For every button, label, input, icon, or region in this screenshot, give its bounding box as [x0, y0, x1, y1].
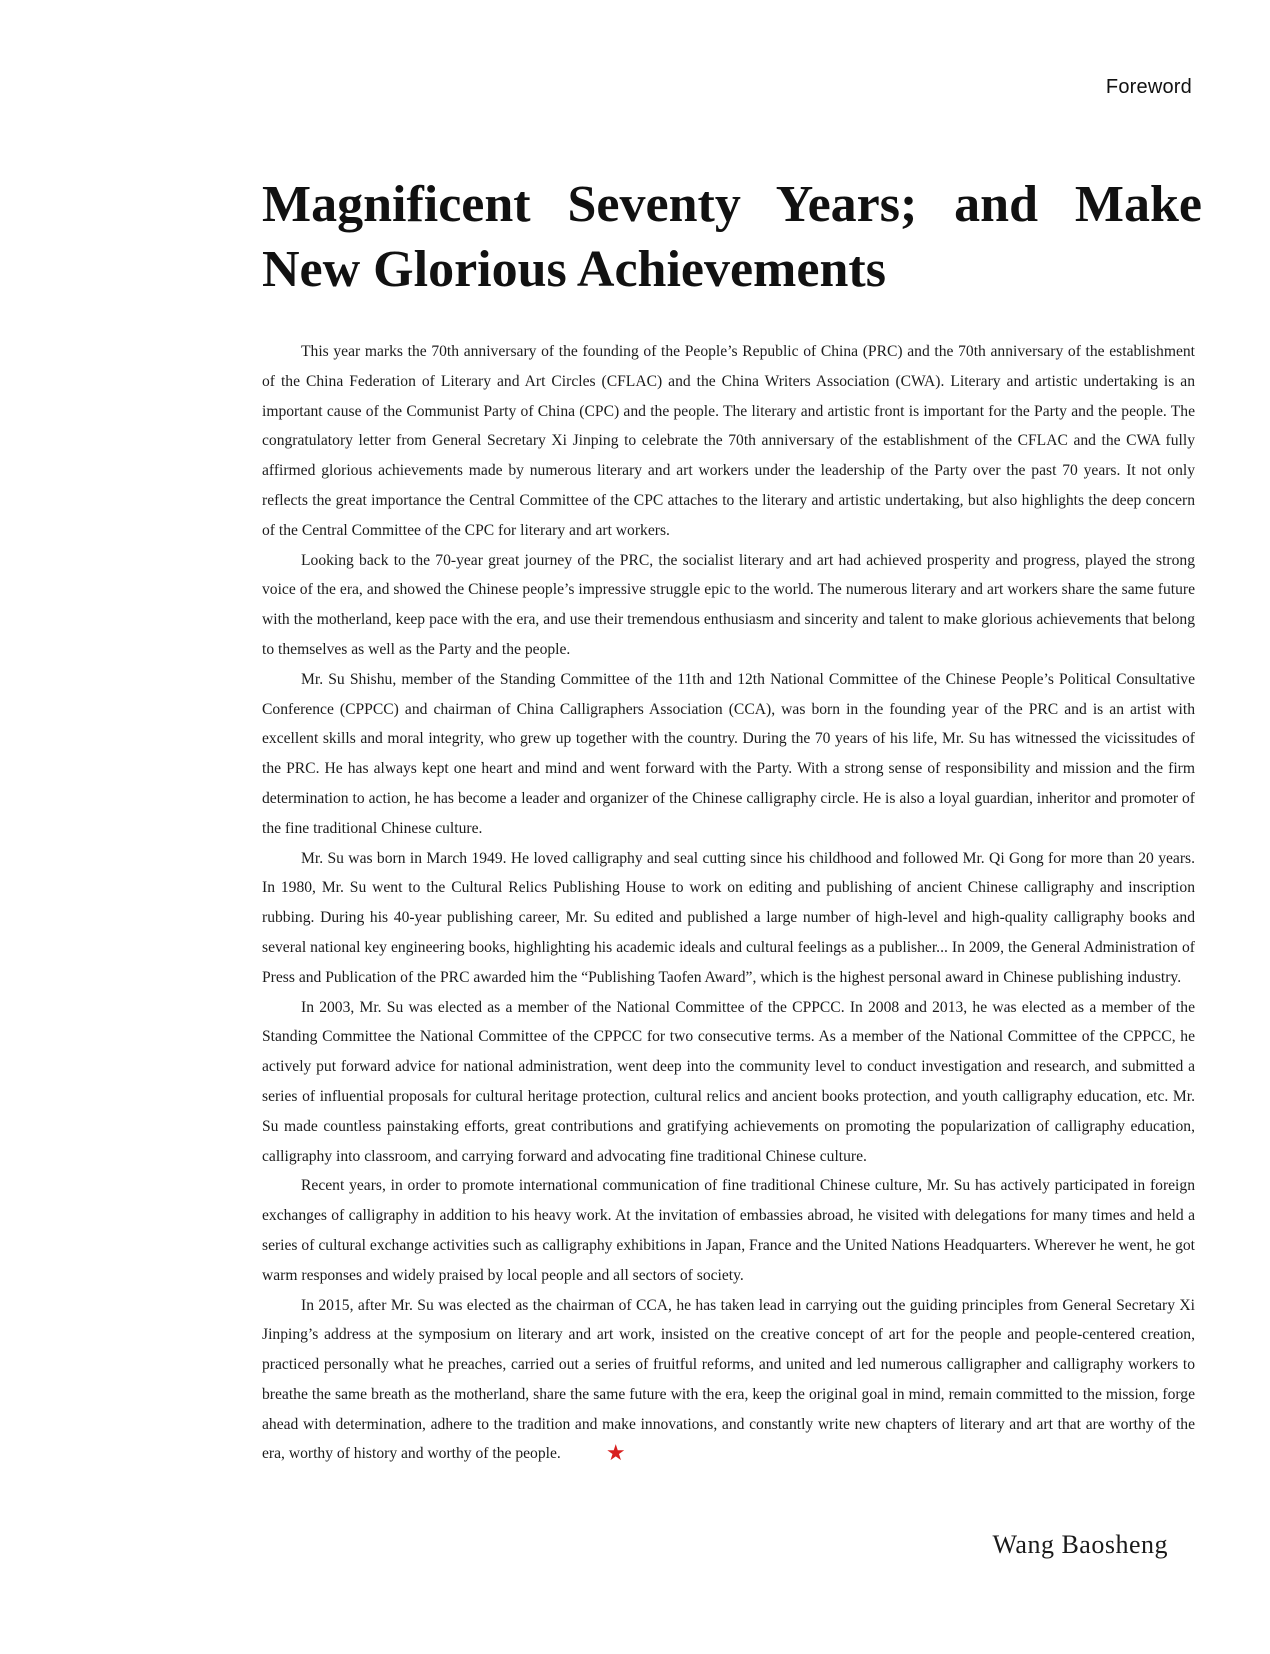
section-label: Foreword — [1105, 76, 1192, 98]
page-title — [262, 172, 1202, 302]
article-body — [262, 337, 1195, 1469]
paragraph-5: In 2003, Mr. Su was elected as a member of the National Committee of the CPPCC. In 2008 and 2013, he was elected as a member of the Standing Committee the National Committee of the CPPCC for two consecutive terms. As a member of the National Committee of the CPPCC, he actively put forward advice for national administration, went deep into the community level to conduct investigation and research, and submitted a series of influential proposals for cultural heritage protection, cultural relics and ancient books protection, and youth calligraphy education, etc. Mr. Su made countless painstaking efforts, great contributions and gratifying achievements on promoting the popularization of calligraphy education, calligraphy into classroom, and carrying forward and advocating fine traditional Chinese culture. — [262, 998, 1195, 1165]
paragraph-1: This year marks the 70th anniversary of the founding of the People’s Republic of China (PRC) and the 70th anniversary of the establishment of the China Federation of Literary and Art Circles (CFLAC) and the China Writers Association (CWA). Literary and artistic undertaking is an important cause of the Communist Party of China (CPC) and the people. The literary and artistic front is important for the Party and the people. The congratulatory letter from General Secretary Xi Jinping to celebrate the 70th anniversary of the establishment of the CFLAC and the CWA fully affirmed glorious achievements made by numerous literary and art workers under the leadership of the Party over the past 70 years. It not only reflects the great importance the Central Committee of the CPC attaches to the literary and artistic undertaking, but also highlights the deep concern of the Central Committee of the CPC for literary and art workers. — [262, 343, 1195, 539]
paragraph-6: Recent years, in order to promote international communication of fine traditional Chinese culture, Mr. Su has actively participated in foreign exchanges of calligraphy in addition to his heavy work. At the invitation of embassies abroad, he visited with delegations for many times and held a series of cultural exchange activities such as calligraphy exhibitions in Japan, France and the United Nations Headquarters. Wherever he went, he got warm responses and widely praised by local people and all sectors of society. — [262, 1177, 1195, 1284]
paragraph-2: Looking back to the 70-year great journey of the PRC, the socialist literary and art had achieved prosperity and progress, played the strong voice of the era, and showed the Chinese people’s impressive struggle epic to the world. The numerous literary and art workers share the same future with the motherland, keep pace with the era, and use their tremendous enthusiasm and sincerity and talent to make glorious achievements that belong to themselves as well as the Party and the people. — [262, 551, 1195, 658]
paragraph-7-text: In 2015, after Mr. Su was elected as the chairman of CCA, he has taken lead in carrying out the guiding principles from General Secretary Xi Jinping’s address at the symposium on literary and art work, insisted on the creative concept of art for the people and people-centered creation, practiced personally what he preaches, carried out a series of fruitful reforms, and united and led numerous calligrapher and calligraphy workers to breathe the same breath as the motherland, share the same future with the era, keep the original goal in mind, remain committed to the mission, forge ahead with determination, adhere to the tradition and make innovations, and constantly write new chapters of literary and art that are worthy of the era, worthy of history and worthy of the people. — [262, 1296, 1195, 1463]
star-icon: ★ — [605, 1440, 626, 1466]
title-line-2: New Glorious Achievements — [262, 241, 886, 298]
paragraph-7 — [262, 1291, 1195, 1470]
paragraph-4: Mr. Su was born in March 1949. He loved calligraphy and seal cutting since his childhood and followed Mr. Qi Gong for more than 20 years. In 1980, Mr. Su went to the Cultural Relics Publishing House to work on editing and publishing of ancient Chinese calligraphy and inscription rubbing. During his 40-year publishing career, Mr. Su edited and published a large number of high-level and high-quality calligraphy books and several national key engineering books, highlighting his academic ideals and cultural feelings as a publisher... In 2009, the General Administration of Press and Publication of the PRC awarded him the “Publishing Taofen Award”, which is the highest personal award in Chinese publishing industry. — [262, 849, 1195, 986]
author-signature: Wang Baosheng — [992, 1530, 1168, 1559]
title-line-1: Magnificent Seventy Years; and Make — [262, 176, 1202, 233]
paragraph-3: Mr. Su Shishu, member of the Standing Committee of the 11th and 12th National Committee of the Chinese People’s Political Consultative Conference (CPPCC) and chairman of China Calligraphers Association (CCA), was born in the founding year of the PRC and is an artist with excellent skills and moral integrity, who grew up together with the country. During the 70 years of his life, Mr. Su has witnessed the vicissitudes of the PRC. He has always kept one heart and mind and went forward with the Party. With a strong sense of responsibility and mission and the firm determination to action, he has become a leader and organizer of the Chinese calligraphy circle. He is also a loyal guardian, inheritor and promoter of the fine traditional Chinese culture. — [262, 670, 1195, 837]
